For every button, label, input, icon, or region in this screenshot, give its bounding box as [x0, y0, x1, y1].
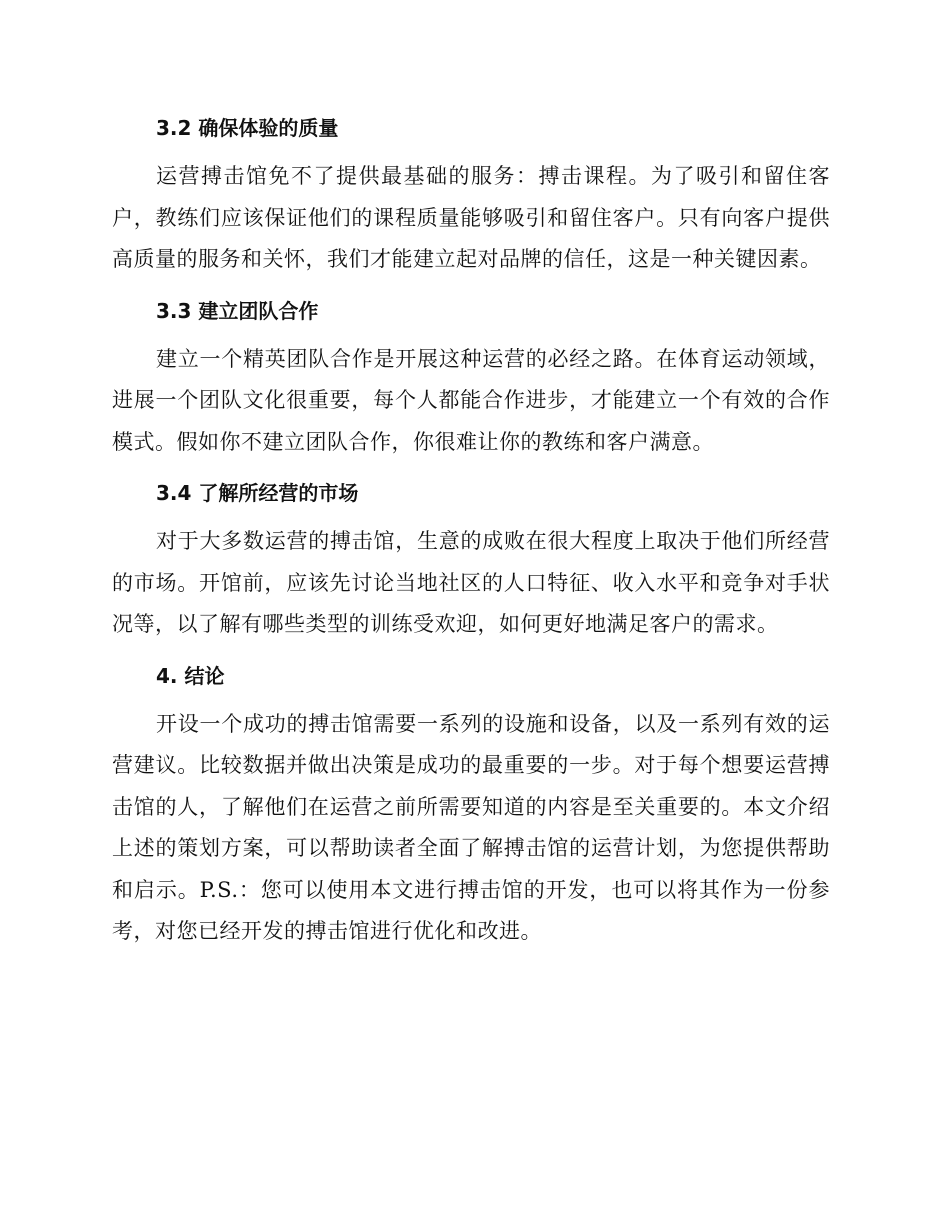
section-heading-3-4: 3.4 了解所经营的市场: [156, 481, 359, 505]
section-paragraph-3-3: 建立一个精英团队合作是开展这种运营的必经之路。在体育运动领域，进展一个团队文化很重要，每个人都能合作进步，才能建立一个有效的合作模式。假如你不建立团队合作，你很难让你的教练和客户满意。: [112, 346, 830, 454]
section-paragraph-4: 开设一个成功的搏击馆需要一系列的设施和设备，以及一系列有效的运营建议。比较数据并做出决策是成功的最重要的一步。对于每个想要运营搏击馆的人，了解他们在运营之前所需要知道的内容是至关重要的。本文介绍上述的策划方案，可以帮助读者全面了解搏击馆的运营计划，为您提供帮助和启示。P.S.：您可以使用本文进行搏击馆的开发，也可以将其作为一份参考，对您已经开发的搏击馆进行优化和改进。: [112, 711, 830, 943]
section-heading-3-2: 3.2 确保体验的质量: [156, 116, 339, 140]
section-paragraph-3-4: 对于大多数运营的搏击馆，生意的成败在很大程度上取决于他们所经营的市场。开馆前，应该先讨论当地社区的人口特征、收入水平和竞争对手状况等，以了解有哪些类型的训练受欢迎，如何更好地满足客户的需求。: [112, 529, 830, 636]
section-heading-4: 4. 结论: [156, 663, 225, 688]
section-heading-3-3: 3.3 建立团队合作: [156, 298, 319, 323]
section-paragraph-3-2: 运营搏击馆免不了提供最基础的服务：搏击课程。为了吸引和留住客户，教练们应该保证他们的课程质量能够吸引和留住客户。只有向客户提供高质量的服务和关怀，我们才能建立起对品牌的信任，这是一种关键因素。: [112, 164, 830, 271]
document-content: [112, 108, 830, 963]
